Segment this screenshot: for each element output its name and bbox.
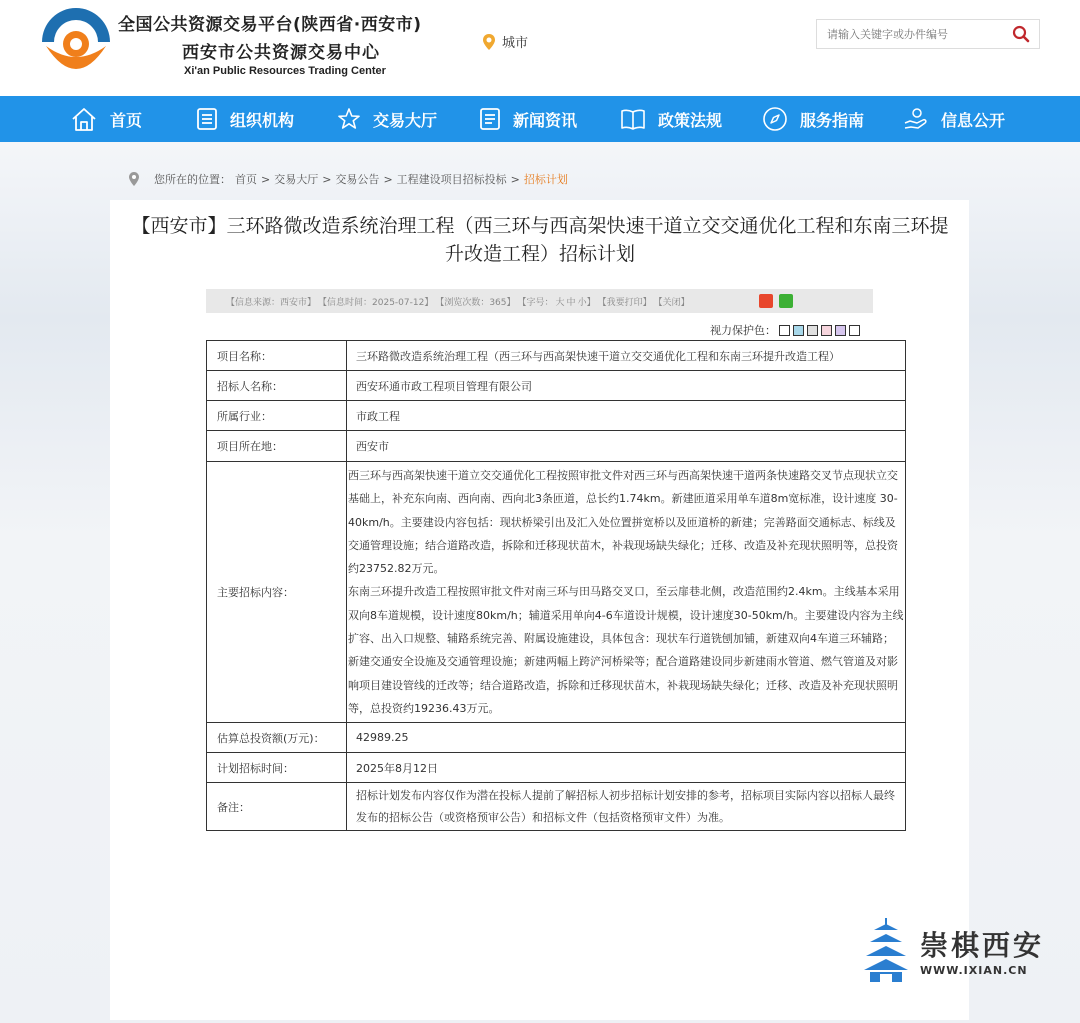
row-label-main-content: 主要招标内容： xyxy=(207,462,347,723)
eye-color-swatch-pink[interactable] xyxy=(821,325,832,336)
eye-protection-colors xyxy=(710,322,860,338)
row-value-project-name: 三环路微改造系统治理工程（西三环与西高架快速干道立交交通优化工程和东南三环提升改造工程） xyxy=(347,341,906,371)
breadcrumb-separator: > xyxy=(261,172,271,186)
eye-protection-label: 视力保护色： xyxy=(710,324,776,337)
search-box xyxy=(816,19,1040,49)
close-link[interactable]: 【关闭】 xyxy=(653,297,690,308)
breadcrumb-engineering-bidding[interactable]: 工程建设项目招标投标 xyxy=(396,173,507,186)
breadcrumb-current[interactable]: 招标计划 xyxy=(523,173,568,186)
nav-label-trading-hall: 交易大厅 xyxy=(373,110,438,130)
row-label-industry: 所属行业： xyxy=(207,401,347,431)
row-value-tenderer: 西安环通市政工程项目管理有限公司 xyxy=(347,371,906,401)
row-value-main-content xyxy=(347,462,906,723)
row-value-location: 西安市 xyxy=(347,431,906,462)
site-header xyxy=(0,0,1080,96)
breadcrumb-announcements[interactable]: 交易公告 xyxy=(335,173,380,186)
article-info-bar xyxy=(206,289,873,313)
row-value-industry: 市政工程 xyxy=(347,401,906,431)
site-title-line1: 全国公共资源交易平台(陕西省·西安市) xyxy=(118,15,422,35)
breadcrumb-home[interactable]: 首页 xyxy=(235,173,257,186)
watermark-en: WWW.IXIAN.CN xyxy=(920,963,1028,977)
watermark xyxy=(862,916,1044,984)
weibo-share-icon[interactable] xyxy=(759,294,773,308)
eye-color-swatch-gray[interactable] xyxy=(807,325,818,336)
breadcrumb-separator: > xyxy=(383,172,393,186)
location-pin-icon xyxy=(128,171,140,187)
info-font-size-label: 【字号： xyxy=(517,297,554,308)
info-views: 【浏览次数：365】 xyxy=(435,297,516,308)
table-row xyxy=(207,462,906,723)
wechat-share-icon[interactable] xyxy=(779,294,793,308)
nav-label-policy: 政策法规 xyxy=(658,110,723,130)
print-link[interactable]: 【我要打印】 xyxy=(597,297,652,308)
nav-item-org[interactable] xyxy=(196,96,294,142)
table-row xyxy=(207,401,906,431)
table-row xyxy=(207,431,906,462)
site-title-block xyxy=(118,10,422,77)
row-label-location: 项目所在地： xyxy=(207,431,347,462)
table-row xyxy=(207,783,906,831)
breadcrumb xyxy=(128,171,568,187)
row-label-project-name: 项目名称： xyxy=(207,341,347,371)
location-pin-icon xyxy=(482,33,496,51)
pagoda-logo-icon xyxy=(862,916,910,984)
eye-color-swatch-purple[interactable] xyxy=(835,325,846,336)
star-icon xyxy=(337,107,361,131)
hand-icon xyxy=(903,107,929,131)
table-row xyxy=(207,341,906,371)
watermark-text xyxy=(920,924,1044,977)
font-size-big[interactable]: 大 xyxy=(555,297,565,308)
eye-color-swatch-default[interactable] xyxy=(849,325,860,336)
share-buttons xyxy=(759,294,793,308)
search-icon xyxy=(1012,25,1030,43)
info-time: 【信息时间：2025-07-12】 xyxy=(318,297,434,308)
site-logo[interactable] xyxy=(38,6,114,78)
main-nav xyxy=(0,96,1080,142)
news-icon xyxy=(479,107,501,131)
home-icon xyxy=(70,106,98,132)
tender-plan-table xyxy=(206,340,906,831)
nav-label-org: 组织机构 xyxy=(230,110,295,130)
info-source: 【信息来源：西安市】 xyxy=(226,297,317,308)
search-input[interactable] xyxy=(817,20,1003,48)
breadcrumb-trading-hall[interactable]: 交易大厅 xyxy=(274,173,319,186)
nav-item-trading-hall[interactable] xyxy=(337,96,437,142)
nav-item-service-guide[interactable] xyxy=(762,96,864,142)
eye-color-swatch-blue[interactable] xyxy=(793,325,804,336)
site-title-line2: 西安市公共资源交易中心 xyxy=(182,43,380,63)
breadcrumb-separator: > xyxy=(510,172,520,186)
nav-label-home: 首页 xyxy=(110,110,143,130)
table-row xyxy=(207,723,906,753)
nav-label-service-guide: 服务指南 xyxy=(800,110,865,130)
article-card xyxy=(110,200,969,1020)
nav-item-home[interactable] xyxy=(70,96,142,142)
nav-item-news[interactable] xyxy=(479,96,577,142)
eye-color-swatch-white[interactable] xyxy=(779,325,790,336)
row-value-remark: 招标计划发布内容仅作为潜在投标人提前了解招标人初步招标计划安排的参考，招标项目实际内容以招标人最终发布的招标公告（或资格预审公告）和招标文件（包括资格预审文件）为准。 xyxy=(347,783,906,831)
city-selector[interactable] xyxy=(482,32,528,51)
search-button[interactable] xyxy=(1003,20,1039,48)
article-title: 【西安市】三环路微改造系统治理工程（西三环与西高架快速干道立交交通优化工程和东南三环提升改造工程）招标计划 xyxy=(131,215,949,265)
nav-item-policy[interactable] xyxy=(620,96,722,142)
table-row xyxy=(207,753,906,783)
row-label-tenderer: 招标人名称： xyxy=(207,371,347,401)
main-content-paragraph-2: 东南三环提升改造工程按照审批文件对南三环与田马路交叉口，至云扉巷北侧，改造范围约2.4km。主线基本采用双向8车道规模，设计速度80km/h；辅道采用单向4-6车道设计规模，设计速度30-50km/h。主要建设内容为主线扩容、出入口规整、辅路系统完善、附属设施建设，具体包含：现状车行道铣刨加铺，新建双向4车道三环辅路；新建交通安全设施及交通管理设施；新建两幅上跨浐河桥梁等；配合道路建设同步新建雨水管道、燃气管道及对影响项目建设管线的迁改等；结合道路改造，拆除和迁移现状苗木，补栽现场缺失绿化；迁移、改造及补充现状照明等，总投资约19236.43万元。 xyxy=(348,585,904,715)
row-value-investment: 42989.25 xyxy=(347,723,906,753)
font-size-medium[interactable]: 中 xyxy=(566,297,576,308)
nav-label-info-public: 信息公开 xyxy=(941,110,1006,130)
city-label: 城市 xyxy=(502,36,529,51)
book-icon xyxy=(620,107,646,131)
row-label-remark: 备注： xyxy=(207,783,347,831)
row-label-plan-time: 计划招标时间： xyxy=(207,753,347,783)
watermark-cn: 崇棋西安 xyxy=(920,928,1045,962)
table-row xyxy=(207,371,906,401)
row-label-investment: 估算总投资额(万元)： xyxy=(207,723,347,753)
nav-label-news: 新闻资讯 xyxy=(513,110,578,130)
breadcrumb-prefix: 您所在的位置： xyxy=(154,173,231,186)
nav-item-info-public[interactable] xyxy=(903,96,1005,142)
breadcrumb-separator: > xyxy=(322,172,332,186)
site-title-en: Xi'an Public Resources Trading Center xyxy=(184,65,386,77)
font-size-small[interactable]: 小】 xyxy=(577,297,596,308)
org-icon xyxy=(196,107,218,131)
row-value-plan-time: 2025年8月12日 xyxy=(347,753,906,783)
compass-icon xyxy=(762,106,788,132)
main-content-paragraph-1: 西三环与西高架快速干道立交交通优化工程按照审批文件对西三环与西高架快速干道两条快速路交叉节点现状立交基础上，补充东向南、西向南、西向北3条匝道，总长约1.74km。新建匝道采用单车道8m宽标准，设计速度 30-40km/h。主要建设内容包括：现状桥梁引出及汇入处位置拼宽桥以及匝道桥的新建；完善路面交通标志、标线及交通管理设施；结合道路改造，拆除和迁移现状苗木，补栽现场缺失绿化；迁移、改造及补充现状照明等，总投资约23752.82万元。 xyxy=(348,469,898,576)
